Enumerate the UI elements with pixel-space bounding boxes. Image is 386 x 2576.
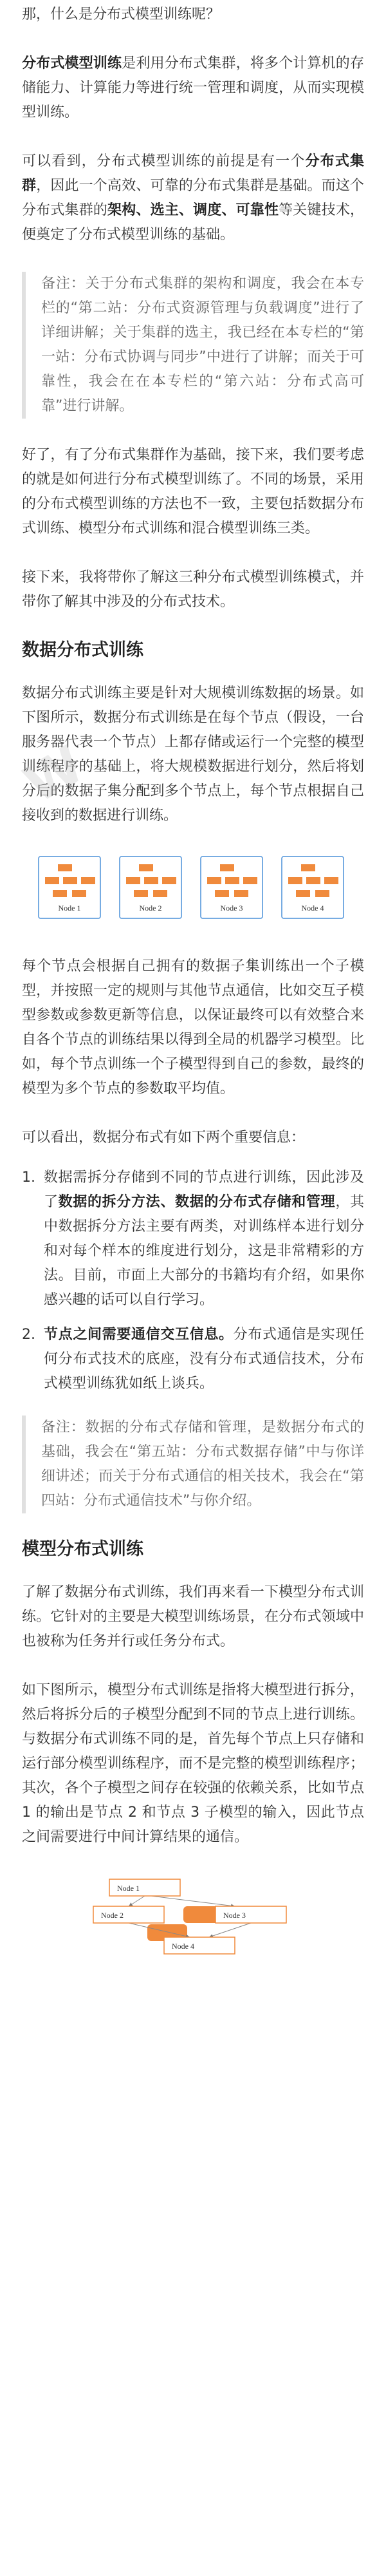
model-block (153, 890, 167, 897)
data-parallel-figure (22, 853, 364, 923)
node-panel (39, 857, 100, 918)
dependency-arrow (129, 1896, 145, 1906)
model-block (207, 877, 221, 884)
node-label: Node 2 (139, 904, 162, 913)
model-block (45, 877, 59, 884)
definition-paragraph (22, 52, 364, 125)
list-text: ，其中数据拆分方法主要有两类，对训练样本进行划分和对每个样本的维度进行划分，这是非常精彩的方法。目前，市面上大部分的书籍均有介绍，如果你感兴趣的话可以自行学习。 (44, 1194, 364, 1308)
data-training-paragraph: 数据分布式训练主要是针对大规模训练数据的场景。如下图所示，数据分布式训练是在每个节点（假设，一台服务器代表一个节点）上都存储或运行一个完整的模型训练程序的基础上，将大规模数据进行划分，然后将划分后的数据子集分配到多个节点上，每个节点根据自己接收到的数据进行训练。 (22, 685, 364, 824)
article-body (0, 3, 386, 1964)
model-block (220, 864, 234, 871)
model-block (72, 890, 86, 897)
list-number: 2. (22, 1327, 35, 1343)
model-block (315, 890, 329, 897)
model-block (306, 877, 320, 884)
model-block (58, 864, 72, 871)
model-block (81, 877, 95, 884)
dependency-arrow (209, 1923, 251, 1937)
list-number: 1. (22, 1170, 35, 1186)
list-item (22, 1323, 364, 1396)
next-paragraph: 接下来，我将带你了解这三种分布式模型训练模式，并带你了解其中涉及的分布式技术。 (22, 569, 364, 610)
model-block (225, 877, 239, 884)
section-title-data: 数据分布式训练 (22, 640, 143, 660)
node-2-label: Node 2 (101, 1911, 124, 1920)
definition-term: 分布式模型训练 (22, 55, 122, 71)
model-block (162, 877, 176, 884)
model-parallel-figure (22, 1874, 364, 1964)
model-block (324, 877, 338, 884)
data-parallel-diagram (32, 853, 354, 923)
list-item (22, 1166, 364, 1312)
list-bold: 数据的拆分方法、数据的分布式存储和管理 (58, 1194, 336, 1210)
definition-text: 是利用分布式集群，将多个计算机的存储能力、计算能力等进行统一管理和调度，从而实现模型训练。 (22, 55, 364, 120)
model-block (234, 890, 248, 897)
model-block (139, 864, 153, 871)
basis-text-1: 可以看到，分布式模型训练的前提是有一个 (22, 153, 306, 169)
model-block (126, 877, 140, 884)
basis-bold-1: 分布式集群 (22, 153, 364, 194)
data-info-list (22, 1166, 364, 1396)
model-intro-paragraph: 了解了数据分布式训练，我们再来看一下模型分布式训练。它针对的主要是大模型训练场景，在分布式领域中也被称为任务并行或任务分布式。 (22, 1584, 364, 1649)
node-panel (201, 857, 262, 918)
model-parallel-diagram (87, 1874, 299, 1964)
note-cluster: 备注：关于分布式集群的架构和调度，我会在本专栏的“第二站：分布式资源管理与负载调度”进行了详细讲解；关于集群的选主，我已经在本专栏的“第一站：分布式协调与同步”中进行了讲解；而关于可靠性，我会在在本专栏的“第六站：分布式高可靠”进行讲解。 (22, 272, 364, 419)
node-label: Node 3 (220, 904, 243, 913)
node-4-label: Node 4 (172, 1942, 194, 1951)
note-data-storage: 备注：数据的分布式存储和管理，是数据分布式的基础，我会在“第五站：分布式数据存储”中与你详细讲述；而关于分布式通信的相关技术，我会在“第四站：分布式通信技术”与你介绍。 (22, 1416, 364, 1513)
basis-bold-2: 架构、选主、调度、可靠性 (107, 202, 279, 218)
model-block (243, 877, 257, 884)
node-panel (120, 857, 181, 918)
model-block (53, 890, 67, 897)
model-block (301, 864, 315, 871)
data-submodel-paragraph: 每个节点会根据自己拥有的数据子集训练出一个子模型，并按照一定的规则与其他节点通信，比如交互子模型参数或参数更新等信息，以保证最终可以有效整合来自各个节点的训练结果以得到全局的机器学习模型。比如，每个节点训练一个子模型得到自己的参数，最终的模型为多个节点的参数取平均值。 (22, 958, 364, 1097)
watermark: W (14, 734, 94, 815)
model-block (288, 877, 302, 884)
model-block (63, 877, 77, 884)
list-text: 分布式通信是实现任何分布式技术的底座，没有分布式通信技术，分布式模型训练犹如纸上谈兵。 (44, 1327, 364, 1392)
list-text: 数据需拆分存储到不同的节点进行训练，因此涉及了 (44, 1170, 364, 1210)
methods-paragraph: 好了，有了分布式集群作为基础，接下来，我们要考虑的就是如何进行分布式模型训练了。不同的场景，采用的分布式模型训练的方法也不一致，主要包括数据分布式训练、模型分布式训练和混合模型训练三类。 (22, 447, 364, 536)
data-info-intro: 可以看出，数据分布式有如下两个重要信息： (22, 1130, 306, 1146)
model-block (144, 877, 158, 884)
node-label: Node 4 (301, 904, 324, 913)
model-block (134, 890, 148, 897)
node-1-label: Node 1 (117, 1884, 140, 1893)
basis-paragraph (22, 149, 364, 247)
dependency-arrow (151, 1896, 235, 1906)
list-bold: 节点之间需要通信交互信息。 (44, 1327, 234, 1343)
node-panel (282, 857, 344, 918)
basis-text-2: ，因此一个高效、可靠的分布式集群是基础。而这个分布式集群的 (22, 178, 364, 218)
section-title-model: 模型分布式训练 (22, 1539, 143, 1559)
model-block (296, 890, 310, 897)
basis-text-3: 等关键技术，便奠定了分布式模型训练的基础。 (22, 202, 364, 243)
node-label: Node 1 (58, 904, 81, 913)
node-3-label: Node 3 (223, 1911, 246, 1920)
model-block (215, 890, 229, 897)
intro-question: 那，什么是分布式模型训练呢？ (22, 6, 221, 23)
model-detail-paragraph: 如下图所示，模型分布式训练是指将大模型进行拆分，然后将拆分后的子模型分配到不同的节点上进行训练。与数据分布式训练不同的是，首先每个节点上只存储和运行部分模型训练程序，而不是完整的模型训练程序；其次，各个子模型之间存在较强的依赖关系，比如节点 1 的输出是节点 2 和节点 3 子模型的输入，因此节点之间需要进行中间计算结果的通信。 (22, 1682, 364, 1845)
